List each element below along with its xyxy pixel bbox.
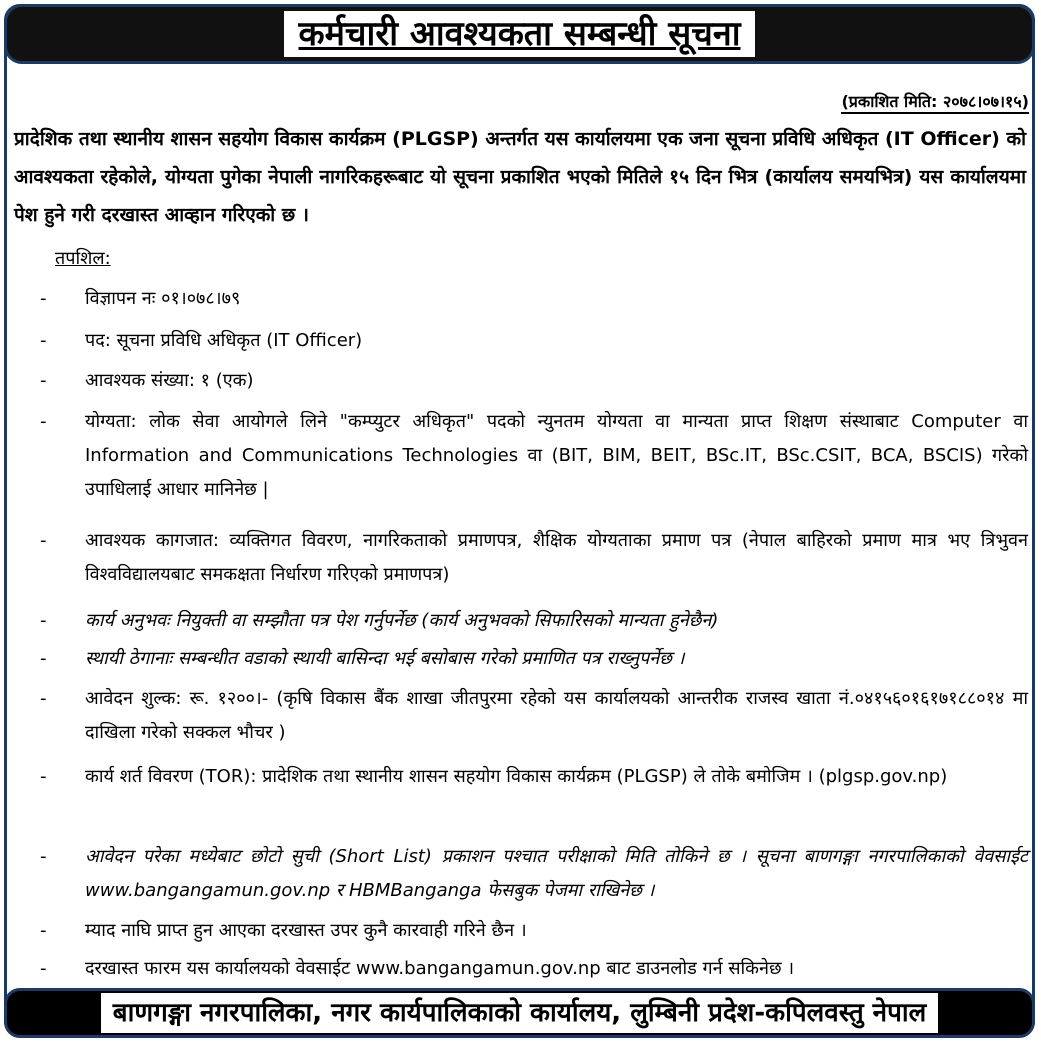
list-item: - दरखास्त फारम यस कार्यालयको वेवसाईट www.bangangamun.gov.np बाट डाउनलोड गर्न सकिनेछ ।	[40, 958, 795, 979]
list-item: - आवश्यक संख्या: १ (एक)	[40, 370, 254, 391]
list-item: - स्थायी ठेगानाः सम्बन्धीत वडाको स्थायी बासिन्दा भई बसोबास गरेको प्रमाणित पत्र राख्नुपर्नेछ ।	[40, 648, 685, 669]
published-date: (प्रकाशित मिति: २०७८।०७।१५)	[841, 92, 1029, 114]
list-item: - योग्यता: लोक सेवा आयोगले लिने "कम्प्युटर अधिकृत" पदको न्युनतम योग्यता वा मान्यता प्राप्त शिक्षण संस्थाबाट Computer वा Information and Communications Technologies वा (BIT, BIM, BEIT, BSc.IT, BSc.CSIT, BCA, BSCIS) गरेको उपाधिलाई आधार मानिनेछ |	[40, 411, 1028, 500]
notice-footer	[4, 988, 1035, 1038]
intro-paragraph: प्रादेशिक तथा स्थानीय शासन सहयोग विकास कार्यक्रम (PLGSP) अन्तर्गत यस कार्यालयमा एक जना सूचना प्रविधि अधिकृत (IT Officer) को आवश्यकता रहेकोले, योग्यता पुगेका नेपाली नागरिकहरूबाट यो सूचना प्रकाशित भएको मितिले १५ दिन भित्र (कार्यालय समयभित्र) यस कार्यालयमा पेश हुने गरी दरखास्त आव्हान गरिएको छ ।	[14, 128, 1026, 226]
list-item: - कार्य शर्त विवरण (TOR): प्रादेशिक तथा स्थानीय शासन सहयोग विकास कार्यक्रम (PLGSP) ले तोके बमोजिम । (plgsp.gov.np)	[40, 766, 948, 787]
list-item: - कार्य अनुभवः नियुक्ती वा सम्झौता पत्र पेश गर्नुपर्नेछ (कार्य अनुभवको सिफारिसको मान्यता हुनेछैन)	[40, 610, 719, 631]
list-item: - आवेदन शुल्क: रू. १२००।- (कृषि विकास बैंक शाखा जीतपुरमा रहेको यस कार्यालयको आन्तरीक राजस्व खाता नं.०४१५६०१६१७१८८०१४ मा दाखिला गरेको सक्कल भौचर )	[40, 688, 1028, 743]
office-address: बाणगङ्गा नगरपालिका, नगर कार्यपालिकाको कार्यालय, लुम्बिनी प्रदेश-कपिलवस्तु नेपाल	[101, 993, 939, 1033]
notice-header	[4, 4, 1035, 64]
list-item: - आवेदन परेका मध्येबाट छोटो सुची (Short List) प्रकाशन पश्चात परीक्षाको मिति तोकिने छ । सूचना बाणगङ्गा नगरपालिकाको वेवसाईट www.bangangamun.gov.np र HBMBanganga फेसबुक पेजमा राखिनेछ ।	[40, 846, 1028, 901]
notice-title: कर्मचारी आवश्यकता सम्बन्धी सूचना	[284, 11, 754, 57]
list-item: - म्याद नाघि प्राप्त हुन आएका दरखास्त उपर कुनै कारवाही गरिने छैन ।	[40, 920, 527, 941]
list-item: - पद: सूचना प्रविधि अधिकृत (IT Officer)	[40, 330, 363, 351]
list-item: - आवश्यक कागजात: व्यक्तिगत विवरण, नागरिकताको प्रमाणपत्र, शैक्षिक योग्यताका प्रमाण पत्र (नेपाल बाहिरको प्रमाण मात्र भए त्रिभुवन विश्वविद्यालयबाट समकक्षता निर्धारण गरिएको प्रमाणपत्र)	[40, 530, 1028, 585]
list-item: - विज्ञापन नः ०१।०७८।७९	[40, 288, 241, 309]
details-label: तपशिल:	[55, 248, 111, 269]
